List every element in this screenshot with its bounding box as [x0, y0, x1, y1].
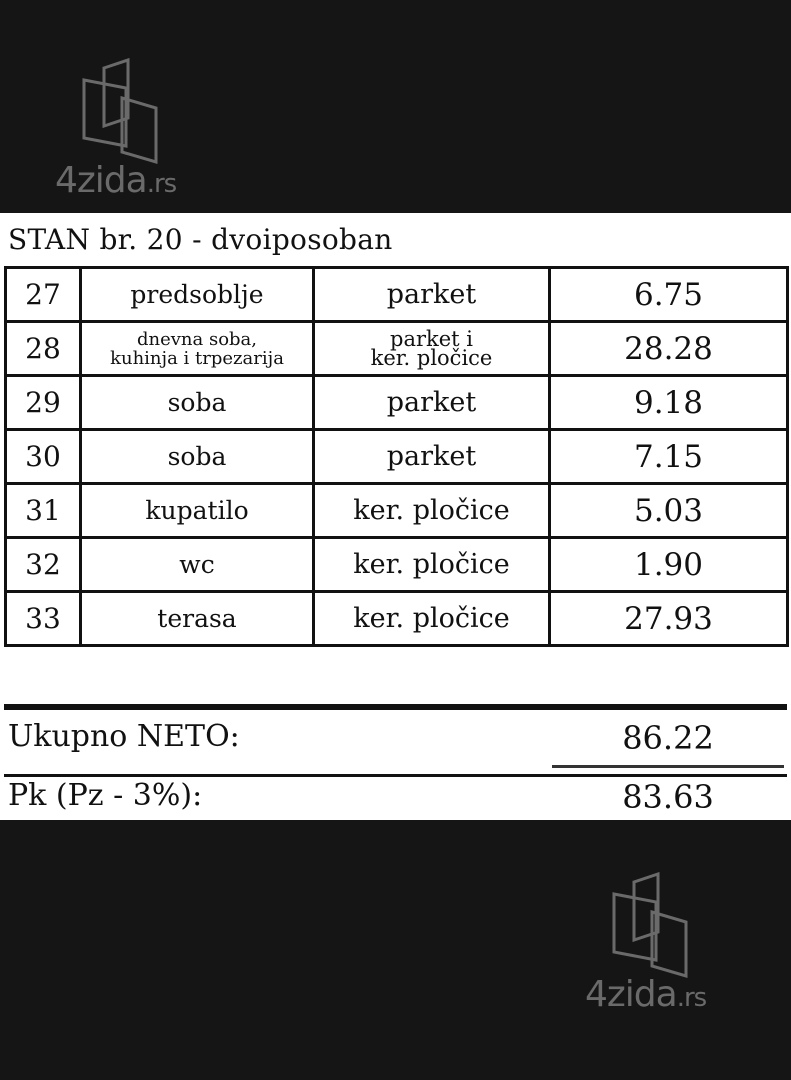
room-area: 1.90	[550, 538, 788, 592]
table-row	[6, 430, 788, 484]
watermark-top	[55, 58, 176, 201]
room-area: 28.28	[550, 322, 788, 376]
table-row	[6, 268, 788, 322]
room-area: 6.75	[550, 268, 788, 322]
stacked-sheets-icon	[598, 872, 694, 980]
neto-value: 86.22	[622, 719, 714, 757]
pk-value: 83.63	[622, 778, 714, 816]
watermark-bottom	[585, 872, 706, 1015]
table-row	[6, 592, 788, 646]
room-area: 27.93	[550, 592, 788, 646]
floor-type: ker. pločice	[314, 484, 550, 538]
room-table	[4, 266, 789, 647]
room-number: 30	[6, 430, 81, 484]
room-name: soba	[81, 430, 314, 484]
room-name	[81, 322, 314, 376]
totals-divider	[4, 704, 787, 710]
floor-type	[314, 322, 550, 376]
room-area: 9.18	[550, 376, 788, 430]
room-number: 33	[6, 592, 81, 646]
room-area: 7.15	[550, 430, 788, 484]
floor-type: ker. pločice	[314, 592, 550, 646]
table-row	[6, 538, 788, 592]
totals-row-divider	[4, 774, 787, 777]
floor-type: parket	[314, 430, 550, 484]
watermark-logo-text: 4zida.rs	[585, 974, 707, 1015]
floor-type: parket	[314, 268, 550, 322]
room-name: terasa	[81, 592, 314, 646]
table-row	[6, 322, 788, 376]
room-number: 32	[6, 538, 81, 592]
room-number: 29	[6, 376, 81, 430]
neto-underline	[552, 765, 784, 768]
room-number: 31	[6, 484, 81, 538]
room-number: 28	[6, 322, 81, 376]
floor-type-line: ker. pločice	[370, 345, 493, 370]
pk-label: Pk (Pz - 3%):	[8, 778, 203, 813]
stacked-sheets-icon	[68, 58, 164, 166]
room-name: predsoblje	[81, 268, 314, 322]
watermark-logo-text: 4zida.rs	[55, 160, 177, 201]
room-name-line: dnevna soba,	[136, 328, 258, 350]
room-name-line: kuhinja i trpezarija	[110, 347, 284, 369]
room-name: kupatilo	[81, 484, 314, 538]
floor-type-line: parket i	[390, 326, 473, 351]
room-area-sheet	[0, 213, 791, 820]
floor-type: ker. pločice	[314, 538, 550, 592]
room-number: 27	[6, 268, 81, 322]
apartment-title: STAN br. 20 - dvoiposoban	[8, 223, 393, 256]
neto-label: Ukupno NETO:	[8, 719, 240, 754]
floor-type: parket	[314, 376, 550, 430]
room-name: soba	[81, 376, 314, 430]
table-row	[6, 484, 788, 538]
table-row	[6, 376, 788, 430]
room-area: 5.03	[550, 484, 788, 538]
room-name: wc	[81, 538, 314, 592]
